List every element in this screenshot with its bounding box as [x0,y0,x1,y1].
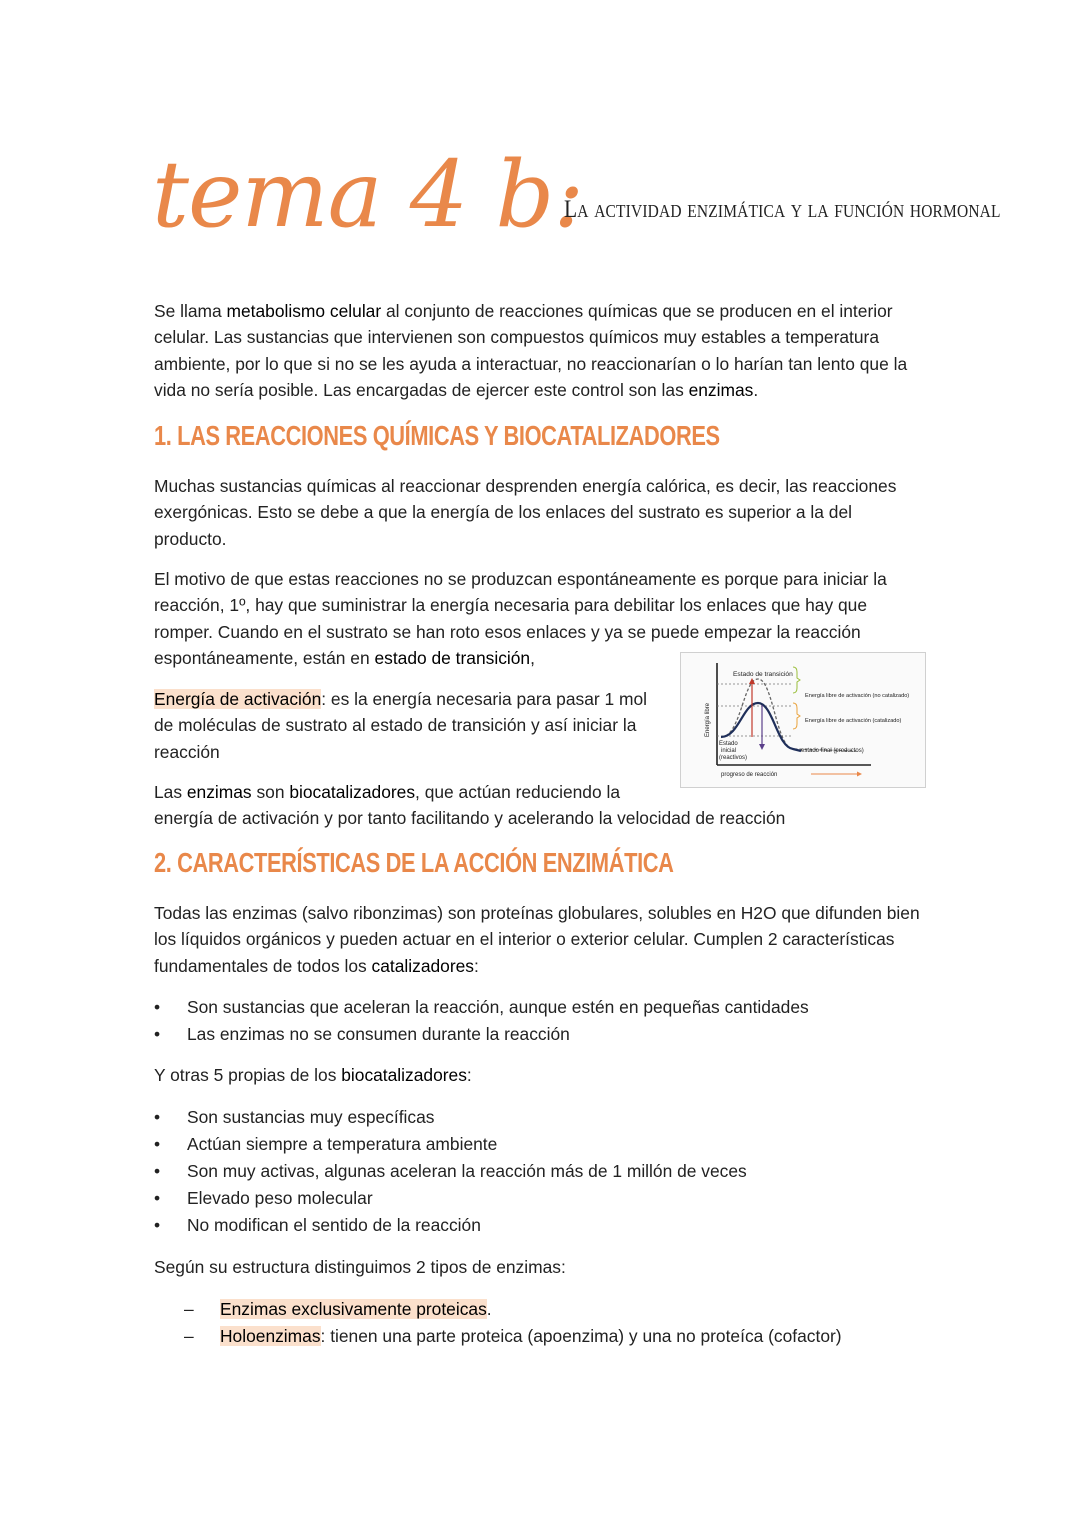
list-item [154,994,934,1021]
text-run: . [753,380,759,401]
term-enzimas: enzimas [688,380,754,401]
biocatalyst-characteristics-list [154,1104,934,1239]
text-run: : [474,955,479,976]
list-item-text: : tienen una parte proteica (apoenzima) y una no proteíca (cofactor) [320,1326,842,1346]
term-energia-activacion: Energía de activación [154,689,322,709]
list-item-text: Son sustancias muy específicas [187,1107,435,1127]
list-item-text: Las enzimas no se consumen durante la reacción [187,1024,570,1044]
dash-icon: – [184,1299,194,1319]
label-initial-2: inicial [721,748,737,754]
title-main: tema 4 b: [152,141,584,248]
term-enzimas: enzimas [186,782,252,802]
label-catalyzed: Energía libre de activación (catalizado) [805,718,902,724]
label-axis-y: Energía libre [705,702,711,737]
section-2-paragraph-2 [154,1062,924,1088]
text-run: Se llama [154,301,227,321]
bullet-icon: • [154,1107,161,1127]
label-uncatalyzed: Energía libre de activación (no catalizado) [805,693,910,699]
section-1-paragraph-1: Muchas sustancias químicas al reaccionar desprenden energía calórica, es decir, las reacciones exergónicas. Esto se debe a que la energía de los enlaces del sustrato es superior a la del producto. [154,476,897,549]
label-initial-3: (reactivos) [719,755,748,761]
term-holoenzimas: Holoenzimas [220,1326,321,1346]
list-item [154,1296,934,1323]
catalyst-characteristics-list [154,994,934,1048]
text-run: : es la energía necesaria para pasar 1 mol de moléculas de sustrato al estado de transición y así iniciar la reacción [154,689,648,762]
list-item [154,1104,934,1131]
enzymes-biocatalysts-paragraph [154,779,954,832]
uncatalyzed-curve [721,679,856,751]
activation-energy-diagram [680,652,926,788]
list-item [154,1021,934,1048]
text-run: Y otras 5 propias de los [154,1065,342,1085]
text-run: Todas las enzimas (salvo ribonzimas) son proteínas globulares, solubles en H2O que difunden bien los líquidos orgánicos y pueden actuar en el interior o exterior celular. Cumplen 2 características fundamentales de todos los [154,903,920,976]
label-transition: Estado de transición [733,671,793,678]
arrowhead [759,744,765,750]
text-run: El motivo de que estas reacciones no se produzcan espontáneamente es porque para iniciar la reacción, 1º, hay que suministrar la energía necesaria para debilitar los enlaces que hay que romper. Cuando en el sustrato se han roto esos enlaces y ya se puede empezar la reacción espontáneamente, están en [154,569,887,669]
text-run: Las [154,782,187,802]
bracket-catalyzed [793,703,800,729]
list-item-text: Actúan siempre a temperatura ambiente [187,1134,498,1154]
list-item-text: Elevado peso molecular [187,1188,373,1208]
term-biocatalizadores: biocatalizadores [289,782,416,802]
list-item-text: No modifican el sentido de la reacción [187,1215,481,1235]
arrowhead [857,772,862,777]
section-2-paragraph-1 [154,900,924,979]
text-run: al conjunto de reacciones químicas que se producen en el interior celular. Las sustancias que intervienen son compuestos químicos muy estables a temperatura ambiente, por lo que si no se les ayuda a interactuar, no reaccionarían o lo harían tan lento que la vida no sería posible. Las encargadas de ejercer este control son las [154,301,908,401]
title-subtitle: La actividad enzimática y la función hormonal [564,196,1001,223]
term-catalizadores: catalizadores [371,955,474,976]
intro-paragraph [154,298,924,404]
bullet-icon: • [154,1024,161,1044]
label-axis-x: progreso de reacción [721,772,778,778]
list-item [154,1131,934,1158]
section-1-heading: 1. LAS REACCIONES QUÍMICAS Y BIOCATALIZADORES [154,420,720,451]
bullet-icon: • [154,1161,161,1181]
energy-diagram-svg [681,653,925,787]
section-2-heading: 2. CARACTERÍSTICAS DE LA ACCIÓN ENZIMÁTICA [154,847,674,878]
text-run: , que actúan reduciendo la [415,782,621,802]
bullet-icon: • [154,997,161,1017]
term-biocatalizadores: biocatalizadores [341,1065,467,1085]
list-item-text: Son muy activas, algunas aceleran la reacción más de 1 millón de veces [187,1161,747,1181]
list-item-text: . [486,1299,492,1319]
list-item [154,1212,934,1239]
list-item [154,1158,934,1185]
list-item [154,1323,934,1350]
bullet-icon: • [154,1188,161,1208]
section-2-paragraph-3: Según su estructura distinguimos 2 tipos de enzimas: [154,1257,566,1277]
term-metabolismo: metabolismo celular [226,301,382,321]
list-item [154,1185,934,1212]
bullet-icon: • [154,1134,161,1154]
bullet-icon: • [154,1215,161,1235]
term-estado-transicion: estado de transición [374,648,531,669]
term-enzimas-proteicas: Enzimas exclusivamente proteicas [220,1299,487,1319]
activation-energy-definition [154,686,654,765]
text-run: : [466,1065,472,1085]
dash-icon: – [184,1326,194,1346]
text-run: energía de activación y por tanto facilitando y acelerando la velocidad de reacción [154,808,786,829]
list-item-text: Son sustancias que aceleran la reacción, aunque estén en pequeñas cantidades [187,997,809,1017]
title-block [152,140,1012,260]
label-initial-1: Estado [719,741,738,747]
text-run: , [530,648,535,669]
enzyme-types-list [154,1296,934,1350]
bracket-uncatalyzed [793,667,800,693]
label-final: estado final (productos) [801,748,864,754]
text-run: son [251,782,290,802]
